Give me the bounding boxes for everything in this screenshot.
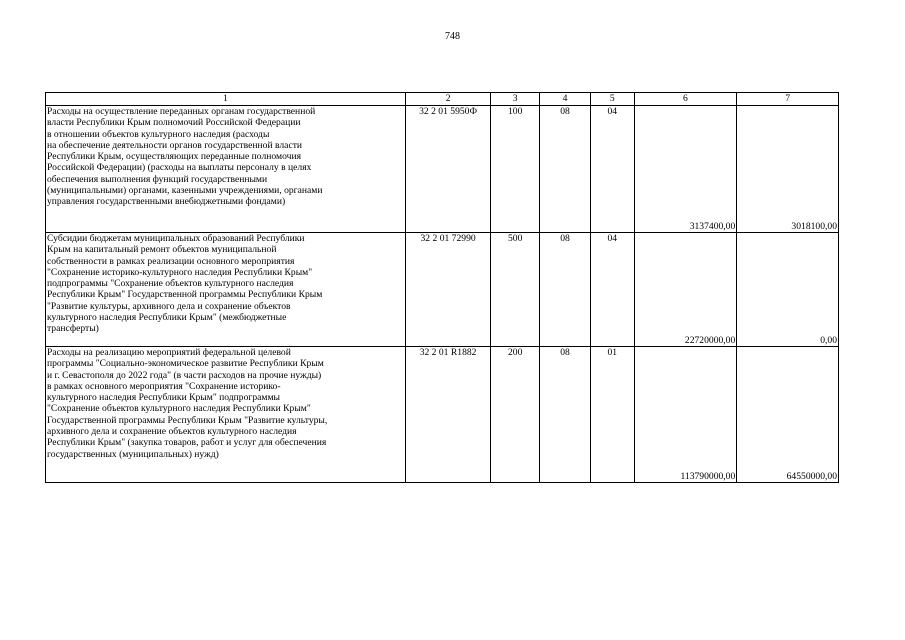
section-code: 08 <box>540 347 591 483</box>
page-number: 748 <box>445 31 460 42</box>
header-cell-3: 3 <box>491 93 540 106</box>
amount-col-7: 0,00 <box>737 233 839 347</box>
description-line: Крым на капитальный ремонт объектов муниципальной <box>47 244 277 256</box>
subsection-code: 04 <box>590 106 634 233</box>
header-cell-5: 5 <box>590 93 634 106</box>
row-description <box>46 233 406 347</box>
description-line: собственности в рамках реализации основного мероприятия <box>47 255 295 267</box>
amount-col-7: 3018100,00 <box>737 106 839 233</box>
description-line: Республики Крым" (закупка товаров, работ и услуг для обеспечения <box>47 437 327 449</box>
description-line: Расходы на реализацию мероприятий федеральной целевой <box>47 347 291 358</box>
expense-type-code: 500 <box>491 233 540 347</box>
description-line: Российской Федерации) (расходы на выплаты персоналу в целях <box>47 162 312 174</box>
description-line: на обеспечение деятельности органов государственной власти <box>47 139 303 151</box>
description-line: трансферты) <box>47 323 99 335</box>
amount-col-6: 113790000,00 <box>634 347 737 483</box>
budget-table <box>45 92 839 483</box>
expense-type-code: 200 <box>491 347 540 483</box>
description-line: в рамках основного мероприятия "Сохранение историко- <box>47 380 281 392</box>
description-line: Государственной программы Республики Крым "Развитие культуры, <box>47 414 328 426</box>
description-line: обеспечения выполнения функций государственными <box>47 173 268 185</box>
description-line: Республики Крым" Государственной программы Республики Крым <box>47 289 323 301</box>
subsection-code: 01 <box>590 347 634 483</box>
header-cell-6: 6 <box>634 93 737 106</box>
subsection-code: 04 <box>590 233 634 347</box>
description-line: Республики Крым, осуществляющих переданные полномочия <box>47 151 301 163</box>
description-line: Расходы на осуществление переданных органам государственной <box>47 106 316 117</box>
description-line: Субсидии бюджетам муниципальных образований Республики <box>47 233 305 244</box>
header-cell-2: 2 <box>405 93 490 106</box>
expense-type-code: 100 <box>491 106 540 233</box>
description-line: культурного наследия Республики Крым" подпрограммы <box>47 392 280 404</box>
table-row <box>46 233 839 347</box>
description-line: (муниципальными) органами, казенными учреждениями, органами <box>47 185 323 197</box>
description-line: программы "Социально-экономическое развитие Республики Крым <box>47 358 324 370</box>
budget-code: 32 2 01 72990 <box>405 233 490 347</box>
budget-code: 32 2 01 R1882 <box>405 347 490 483</box>
description-line: власти Республики Крым полномочий Российской Федерации <box>47 117 301 129</box>
description-line: государственных (муниципальных) нужд) <box>47 448 219 460</box>
description-line: подпрограммы "Сохранение объектов культурного наследия <box>47 278 294 290</box>
description-line: "Развитие культуры, архивного дела и сохранение объектов <box>47 300 291 312</box>
amount-col-6: 22720000,00 <box>634 233 737 347</box>
header-cell-7: 7 <box>737 93 839 106</box>
row-description <box>46 347 406 483</box>
section-code: 08 <box>540 233 591 347</box>
description-line: и г. Севастополя до 2022 года" (в части расходов на прочие нужды) <box>47 369 322 381</box>
row-description <box>46 106 406 233</box>
description-line: "Сохранение историко-культурного наследия Республики Крым" <box>47 266 313 278</box>
header-cell-1: 1 <box>46 93 406 106</box>
section-code: 08 <box>540 106 591 233</box>
header-cell-4: 4 <box>540 93 591 106</box>
description-line: "Сохранение объектов культурного наследия Республики Крым" <box>47 403 311 415</box>
table-row <box>46 106 839 233</box>
table-header-row <box>46 93 839 106</box>
table-body <box>46 93 839 483</box>
description-line: управления государственными внебюджетными фондами) <box>47 196 286 208</box>
table-row <box>46 347 839 483</box>
description-line: в отношении объектов культурного наследия (расходы <box>47 128 270 140</box>
description-line: архивного дела и сохранение объектов культурного наследия <box>47 426 297 438</box>
amount-col-7: 64550000,00 <box>737 347 839 483</box>
description-line: культурного наследия Республики Крым" (межбюджетные <box>47 312 287 324</box>
amount-col-6: 3137400,00 <box>634 106 737 233</box>
budget-code: 32 2 01 5950Ф <box>405 106 490 233</box>
